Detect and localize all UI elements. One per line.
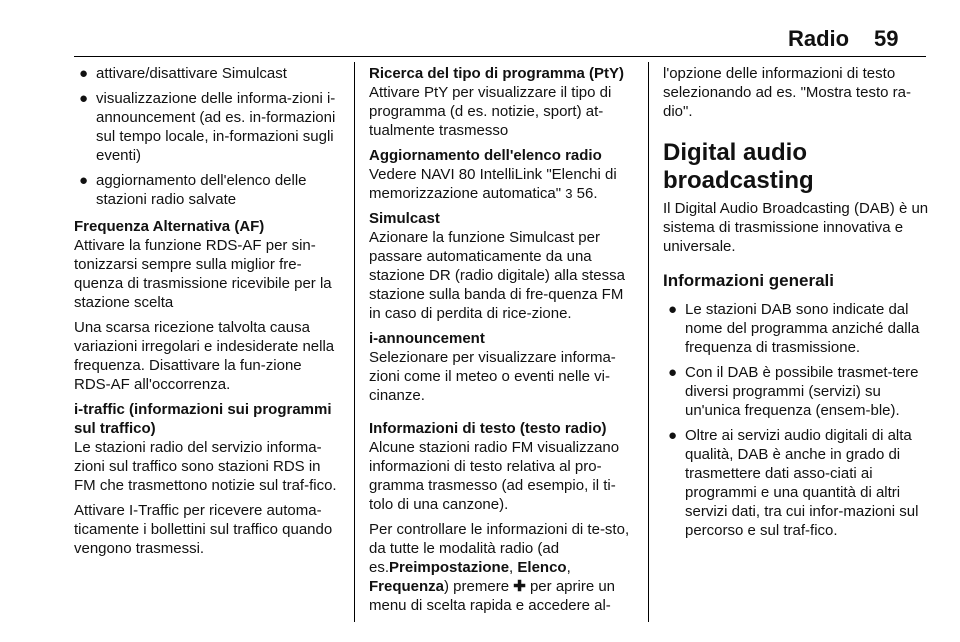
list-item: ● visualizzazione delle informa-zioni i-announcement (ad es. in-formazioni sul tempo locale, in-formazioni sugli eventi) (79, 90, 336, 164)
page-reference-icon: 3 (565, 186, 573, 201)
list-item: ● Con il DAB è possibile trasmet-tere diversi programmi (servizi) su un'unica frequenza (ensem-ble). (668, 364, 919, 419)
itraffic-note: Attivare I-Traffic per ricevere automa-ticamente i bollettini sul traffico quando vengono trasmessi. (74, 502, 333, 557)
itraffic-heading: i-traffic (informazioni sui programmi sul traffico) (74, 401, 332, 437)
list-item: ● Le stazioni DAB sono indicate dal nome del programma anziché dalla frequenza di trasmissione. (668, 301, 920, 356)
bullet-icon: ● (668, 301, 678, 318)
pty-description: Attivare PtY per visualizzare il tipo di programma (d es. notizie, sport) at-tualmente trasmesso (369, 84, 612, 139)
control-instructions: Per controllare le informazioni di te-sto, da tutte le modalità radio (ad es.Preimpostazione, Elenco, Frequenza) premere ✚ per aprire un menu di scelta rapida e accedere al- (369, 521, 630, 614)
af-heading: Frequenza Alternativa (AF) (74, 218, 265, 235)
column-3 (663, 64, 929, 548)
column-divider-1 (354, 62, 355, 622)
dab-description: Il Digital Audio Broadcasting (DAB) è un sistema di trasmissione innovativa e universale. (663, 200, 929, 255)
options-list (74, 64, 340, 209)
simulcast-heading: Simulcast (369, 210, 440, 227)
bullet-icon: ● (79, 65, 89, 82)
pty-heading: Ricerca del tipo di programma (PtY) (369, 65, 625, 82)
page-reference: 56. (576, 185, 598, 202)
update-description: Vedere NAVI 80 IntelliLink "Elenchi di memorizzazione automatica" 3 56. (369, 166, 617, 202)
general-info-heading: Informazioni generali (663, 271, 834, 290)
simulcast-description: Azionare la funzione Simulcast per passare automaticamente da una stazione DR (radio digitale) alla stessa stazione sulla banda di fre-quenza FM in caso di perdita di rice-zione. (369, 229, 625, 322)
list-item: ● Oltre ai servizi audio digitali di alta qualità, DAB è anche in grado di trasmettere dati asso-ciati ai programmi e una quantità di altri servizi dati, tra cui infor-mazioni sul percorso e sul traf-fico. (668, 427, 919, 539)
column-1 (74, 64, 340, 564)
page-number: 59 (874, 26, 899, 51)
list-item: ● aggiornamento dell'elenco delle stazioni radio salvate (79, 172, 307, 208)
dab-heading: Digital audio broadcasting (663, 139, 814, 194)
textinfo-description: Alcune stazioni radio FM visualizzano informazioni di testo relativa al pro-gramma trasmesso (ad esempio, il ti-tolo di una canzone). (369, 439, 620, 513)
column-2 (369, 64, 635, 621)
bullet-icon: ● (668, 427, 678, 444)
column-divider-2 (648, 62, 649, 622)
bullet-icon: ● (79, 90, 89, 107)
dab-info-list (663, 300, 929, 540)
iannouncement-heading: i-announcement (369, 330, 485, 347)
list-item: ● attivare/disattivare Simulcast (79, 65, 287, 82)
bullet-icon: ● (79, 172, 89, 189)
textinfo-heading: Informazioni di testo (testo radio) (369, 420, 607, 437)
plus-icon: ✚ (513, 578, 526, 595)
bullet-icon: ● (668, 364, 678, 381)
header-rule (74, 56, 926, 57)
update-heading: Aggiornamento dell'elenco radio (369, 147, 602, 164)
textinfo-continuation: l'opzione delle informazioni di testo selezionando ad es. "Mostra testo ra-dio". (663, 65, 911, 120)
af-description: Attivare la funzione RDS-AF per sin-tonizzarsi sempre sulla miglior fre-quenza di trasmissione ricevibile per la stazione scelta (74, 237, 332, 311)
itraffic-description: Le stazioni radio del servizio informa-zioni sul traffico sono stazioni RDS in FM che trasmettono notizie sul traf-fico. (74, 439, 337, 494)
iannouncement-description: Selezionare per visualizzare informa-zioni come il meteo o eventi nelle vi-cinanze. (369, 349, 616, 404)
header-title: Radio (788, 26, 850, 51)
af-note: Una scarsa ricezione talvolta causa variazioni irregolari e indesiderate nella frequenza. Disattivare la fun-zione RDS-AF all'occorrenza. (74, 319, 335, 393)
